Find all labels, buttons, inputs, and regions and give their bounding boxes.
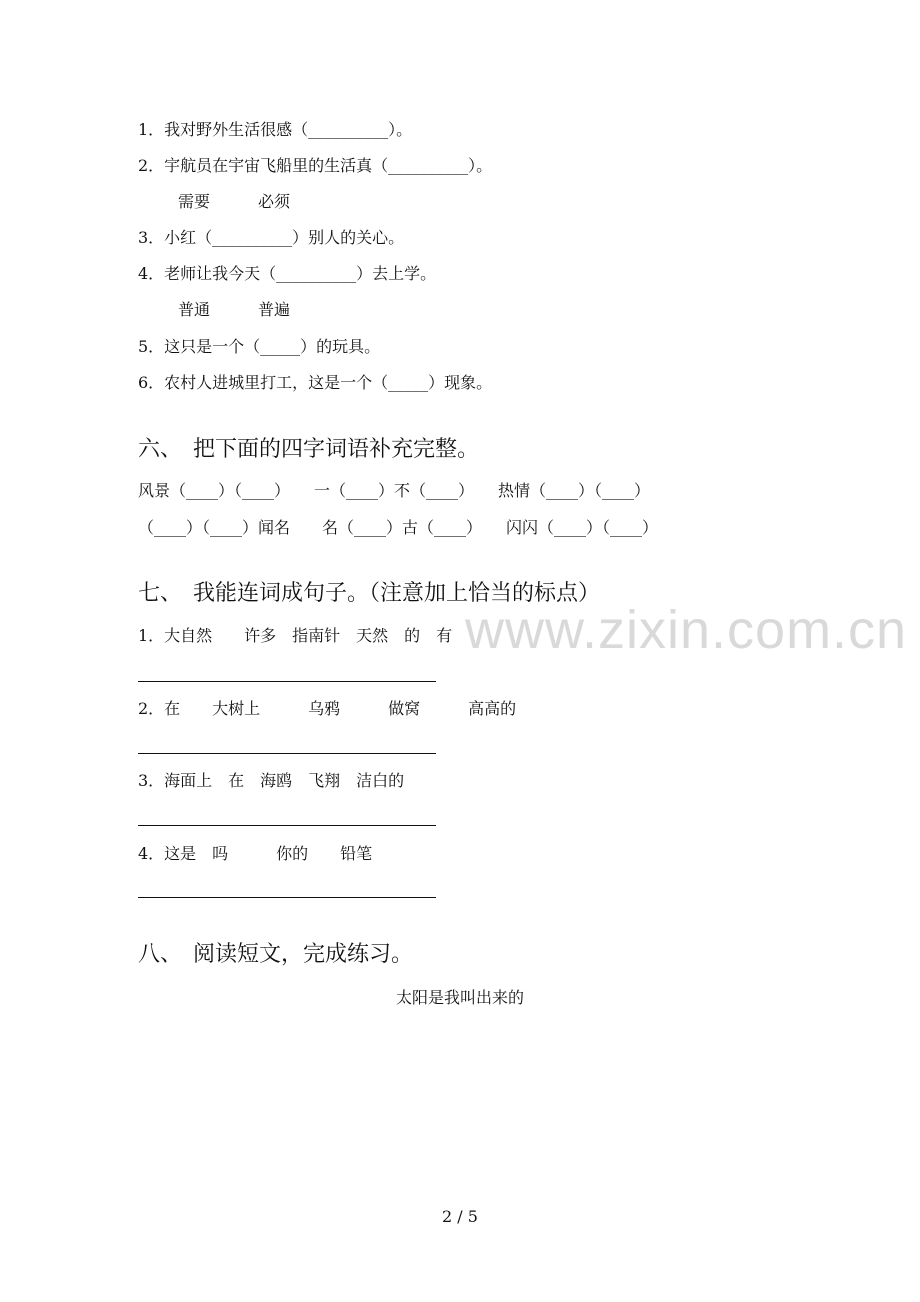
answer-line-3 [138, 825, 436, 826]
idiom-row-1: 风景（____）（____） 一（____）不（____） 热情（____）（____） [138, 481, 651, 500]
section-7-heading: 七、 我能连词成句子。（注意加上恰当的标点） [138, 581, 601, 606]
sentence-item-1: 1．大自然 许多 指南针 天然 的 有 [138, 626, 453, 645]
watermark-logo: www.zixin.com.cn [465, 600, 908, 660]
fill-blank-item-5: 5．这只是一个（_____）的玩具。 [138, 337, 381, 356]
sentence-item-2: 2．在 大树上 乌鸦 做窝 高高的 [138, 699, 517, 718]
section-8-heading: 八、 阅读短文，完成练习。 [138, 942, 414, 967]
answer-line-1 [138, 681, 436, 682]
fill-blank-item-4: 4．老师让我今天（__________）去上学。 [138, 264, 437, 283]
word-choice-group-2: 普通 普遍 [178, 300, 291, 319]
word-choice-group-1: 需要 必须 [178, 192, 291, 211]
sentence-item-3: 3．海面上 在 海鸥 飞翔 洁白的 [138, 771, 405, 790]
section-6-heading: 六、 把下面的四字词语补充完整。 [138, 437, 480, 462]
fill-blank-item-3: 3．小红（__________）别人的关心。 [138, 228, 405, 247]
page-number: 2 / 5 [442, 1207, 478, 1226]
idiom-row-2: （____）（____）闻名 名（____）古（____） 闪闪（____）（____） [138, 518, 659, 537]
answer-line-2 [138, 753, 436, 754]
fill-blank-item-6: 6．农村人进城里打工，这是一个（_____）现象。 [138, 373, 493, 392]
fill-blank-item-1: 1．我对野外生活很感（__________）。 [138, 120, 413, 139]
fill-blank-item-2: 2．宇航员在宇宙飞船里的生活真（__________）。 [138, 156, 493, 175]
passage-title: 太阳是我叫出来的 [395, 988, 524, 1007]
answer-line-4 [138, 897, 436, 898]
sentence-item-4: 4．这是 吗 你的 铅笔 [138, 844, 373, 863]
